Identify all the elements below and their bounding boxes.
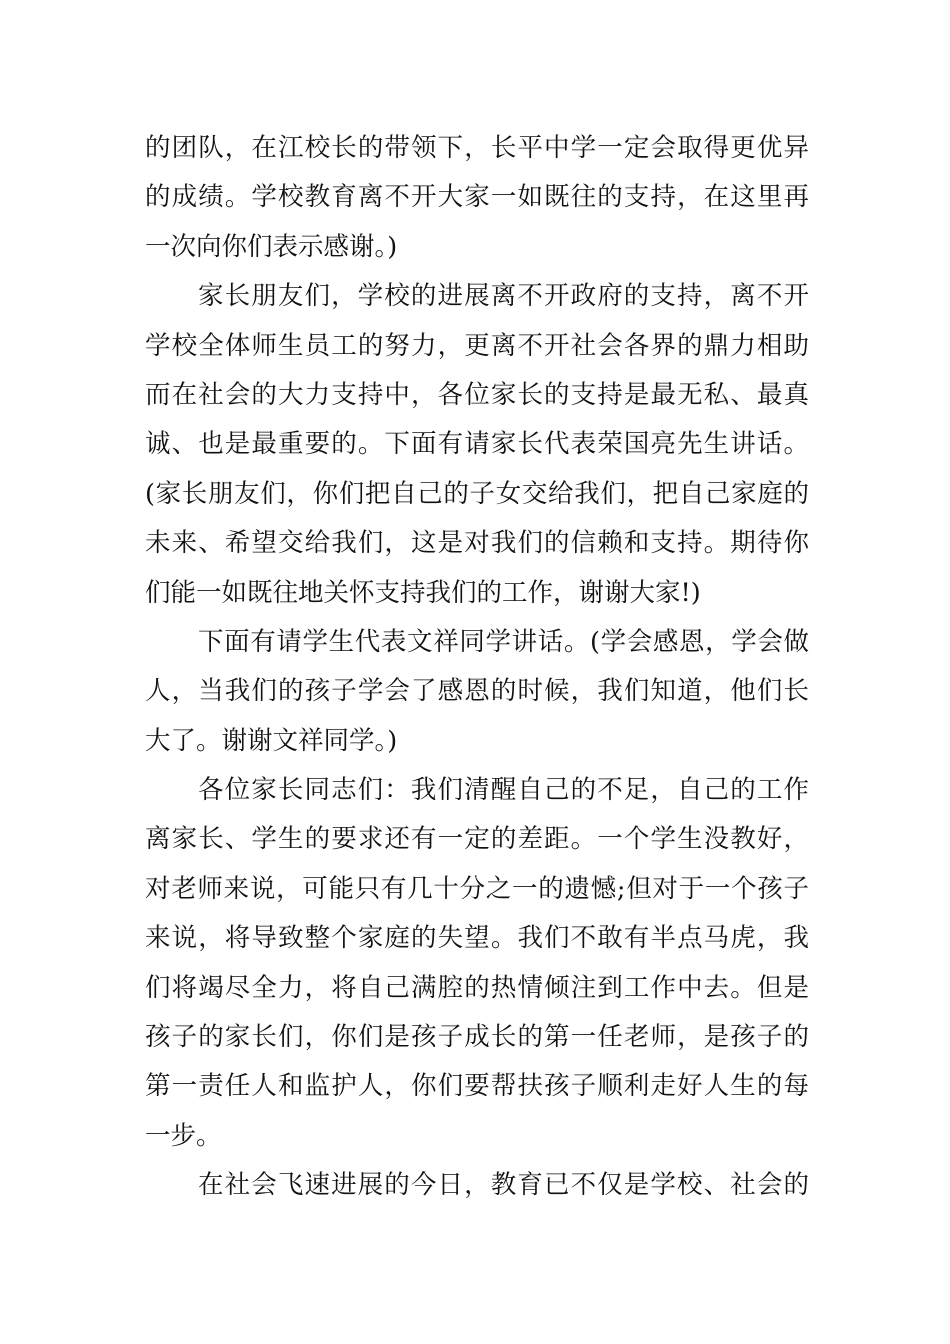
text-line: 未来、希望交给我们，这是对我们的信赖和支持。期待你	[145, 528, 809, 559]
text-line: 离家长、学生的要求还有一定的差距。一个学生没教好，	[145, 824, 809, 855]
text-line: 孩子的家长们，你们是孩子成长的第一任老师，是孩子的	[145, 1022, 809, 1053]
text-line: 们将竭尽全力，将自己满腔的热情倾注到工作中去。但是	[145, 972, 809, 1003]
text-line: 来说，将导致整个家庭的失望。我们不敢有半点马虎，我	[145, 923, 809, 954]
text-line: 一步。	[145, 1120, 222, 1151]
text-line: 一次向你们表示感谢。)	[145, 231, 398, 262]
text-line: 下面有请学生代表文祥同学讲话。(学会感恩，学会做	[198, 626, 809, 657]
text-line: (家长朋友们，你们把自己的子女交给我们，把自己家庭的	[145, 478, 809, 509]
body-text	[145, 124, 809, 1211]
text-line: 大了。谢谢文祥同学。)	[145, 725, 398, 756]
text-line: 而在社会的大力支持中，各位家长的支持是最无私、最真	[145, 379, 809, 410]
text-line: 的成绩。学校教育离不开大家一如既往的支持，在这里再	[145, 182, 809, 213]
text-line: 学校全体师生员工的努力，更离不开社会各界的鼎力相助	[145, 330, 809, 361]
text-line: 诚、也是最重要的。下面有请家长代表荣国亮先生讲话。	[145, 429, 809, 460]
text-line: 家长朋友们，学校的进展离不开政府的支持，离不开	[198, 281, 809, 312]
text-line: 们能一如既往地关怀支持我们的工作，谢谢大家!)	[145, 577, 701, 608]
text-line: 在社会飞速进展的今日，教育已不仅是学校、社会的	[198, 1170, 809, 1201]
text-line: 各位家长同志们：我们清醒自己的不足，自己的工作	[198, 775, 809, 806]
text-line: 第一责任人和监护人，你们要帮扶孩子顺利走好人生的每	[145, 1071, 809, 1102]
text-line: 人，当我们的孩子学会了感恩的时候，我们知道，他们长	[145, 676, 809, 707]
text-line: 对老师来说，可能只有几十分之一的遗憾;但对于一个孩子	[145, 873, 809, 904]
text-line: 的团队，在江校长的带领下，长平中学一定会取得更优异	[145, 133, 809, 163]
